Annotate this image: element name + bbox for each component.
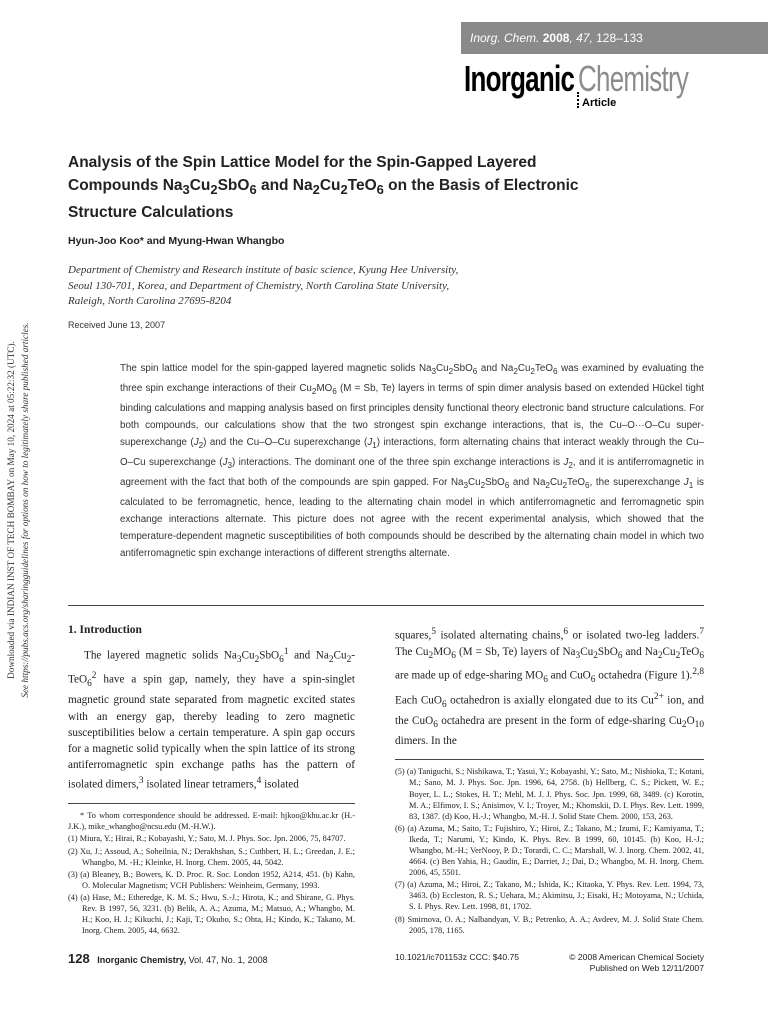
citation-pages: 128–133: [596, 31, 643, 45]
intro-paragraph-continued: squares,$^5$ isolated alternating chains,$^6$ or isolated two-leg ladders.$^7$ The $Cu_2MO_6$ (M = Sb, Te) layers of $Na_3Cu_2SbO_6$ and $Na_2Cu_2TeO_6$ are made up of edge-sharing $MO_6$ and CuO$_6$ octahedra (Figure 1).$^{2,8}$ Each CuO$_6$ octahedron is axially elongated due to its $Cu^{2+}$ ion, and the CuO$_6$ octahedra are present in the form of edge-sharing $Cu_2O_{10}$ dimers. In the: [395, 627, 705, 748]
download-notice-line1: Downloaded via INDIAN INST OF TECH BOMBAY on May 10, 2024 at 05:22:32 (UTC).: [6, 341, 16, 679]
section-divider: [68, 605, 704, 606]
footnote-correspondence: * To whom correspondence should be addressed. E-mail: hjkoo@khu.ac.kr (H.-J.K.), mike_whangbo@ncsu.edu (M.-H.W.).: [68, 811, 355, 832]
abstract: The spin lattice model for the spin-gapped layered magnetic solids $Na_3Cu_2SbO_6$ and $Na_2Cu_2TeO_6$ was examined by evaluating the three spin exchange interactions of their $Cu_2MO_6$ (M = Sb, Te) layers in terms of spin dimer analysis based on extended Hückel tight binding calculations and mapping analysis based on first principles density functional theory electronic band structure calculations. For both compounds, our calculations show that the two strongest spin exchange interactions, that is, the Cu–O···O–Cu super-superexchange $(J_2)$ and the Cu–O–Cu superexchange $(J_1)$ interactions, form alternating chains that interact weakly through the Cu–O–Cu superexchange $(J_3)$ interactions. The dominant one of the three spin exchange interactions is $J_2$, and it is antiferromagnetic in agreement with the fact that both of the compounds are spin gapped. For $Na_3Cu_2SbO_6$ and $Na_2Cu_2TeO_6$, the superexchange $J_1$ is calculated to be ferromagnetic, hence, leading to the alternating chain model in which antiferromagnetic and ferromagnetic spin exchange interactions alternate. This picture does not agree with the recent experimental analysis, which showed that the temperature-dependent magnetic susceptibilities of both compounds should be described by the alternating chain model in which two antiferromagnetic spin exchange interactions of different strengths alternate.: [120, 363, 705, 559]
footnote-4: (4) (a) Hase, M.; Etheredge, K. M. S.; Hwu, S.-J.; Hirota, K.; and Shirane, G. Phys. Rev. B 1997, 56, 3231. (b) Belik, A. A.; Azuma, M.; Matsuo, A.; Whangbo, M. H.; Koo, H. J.; Kikuchi, J.; Kaji, T.; Okubo, S.; Ohta, H.; Kindo, K.; Takano, M. Inorg. Chem. 2005, 44, 6632.: [68, 892, 355, 936]
footer-published: Published on Web 12/11/2007: [589, 963, 704, 973]
page-footer-left: [68, 951, 268, 966]
logo-divider: [577, 92, 581, 108]
download-notice: [4, 300, 36, 720]
column-left: [68, 624, 355, 937]
footnotes-right: [395, 766, 704, 935]
footnote-divider-right: [395, 759, 704, 760]
page-footer-right: [395, 952, 704, 973]
footnote-1: (1) Miura, Y.; Hirai, R.; Kobayashi, Y.; Sato, M. J. Phys. Soc. Jpn. 2006, 75, 84707.: [68, 834, 346, 844]
citation-volume: 47: [576, 31, 590, 45]
section-heading-introduction: 1. Introduction: [68, 624, 142, 636]
footnote-3: (3) (a) Bleaney, B.; Bowers, K. D. Proc. R. Soc. London 1952, A214, 451. (b) Kahn, O. Molecular Magnetism; VCH Publishers: Weinheim, Germany, 1993.: [68, 869, 355, 890]
column-right: [395, 624, 704, 937]
title-line2: Compounds $Na_3Cu_2SbO_6$ and $Na_2Cu_2TeO_6$ on the Basis of Electronic: [68, 177, 579, 198]
footnote-5: (5) (a) Taniguchi, S.; Nishikawa, T.; Yasui, Y.; Kobayashi, Y.; Sato, M.; Nishioka, T.; Kotani, M.; Sano, M. J. Phys. Soc. Jpn. 1996, 64, 2758. (b) Hellberg, C. S.; Pickett, W. E.; Boyer, L. L.; Stokes, H. T.; Mehl, M. J. J. Phys. Soc. Jpn. 1999, 68, 3489. (c) Korotin, M. A.; Elfimov, I. S.; Anisimov, V. I.; Troyer, M.; Khomskii, D. I. Phys. Rev. Lett. 1999, 83, 1387. (d) Koo, H.-J.; Whangbo, M.-H. J. Solid State Chem. 2000, 153, 263.: [395, 767, 704, 821]
title-line1: Analysis of the Spin Lattice Model for the Spin-Gapped Layered: [68, 154, 537, 171]
footnote-2: (2) Xu, J.; Assoud, A.; Soheilnia, N.; Derakhshan, S.; Cuthbert, H. L.; Greedan, J. E.; Whangbo, M. -H.; Kleinke, H. Inorg. Chem. 2005, 44, 5042.: [68, 846, 355, 867]
article-title: [68, 151, 628, 224]
footnotes-left: [68, 810, 355, 936]
footnote-8: (8) Smirnova, O. A.; Nalbandyan, V. B.; Petrenko, A. A.; Avdeev, M. J. Solid State Chem. 2005, 178, 1165.: [395, 914, 704, 935]
received-date: Received June 13, 2007: [68, 320, 166, 330]
footer-doi: 10.1021/ic701153z CCC: $40.75: [395, 952, 520, 962]
citation-journal: Inorg. Chem.: [470, 31, 540, 45]
journal-logo: [461, 58, 761, 114]
intro-paragraph: The layered magnetic solids $Na_3Cu_2SbO_6^1$ and $Na_2Cu_2-TeO_6^2$ have a spin gap, namely, they have a spin-singlet magnetic ground state separated from magnetic excited states with an energy gap, thereby leading to zero magnetic susceptibilities below a certain temperature. A spin gap occurs for a magnetic solid typically when the spin lattice of its strong antiferromagnetic spin exchange paths has the pattern of isolated dimers,$^3$ isolated linear tetramers,$^4$ isolated: [68, 647, 355, 792]
download-notice-line2: See https://pubs.acs.org/sharingguidelines for options on how to legitimately share published articles.: [20, 322, 30, 698]
footnote-6: (6) (a) Azuma, M.; Saito, T.; Fujishiro, Y.; Hiroi, Z.; Takano, M.; Izumi, F.; Kamiyama, T.; Ikeda, T.; Narumi, Y.; Kindo, K. Phys. Rev. B 1999, 60, 10145. (b) Koo, H.-J.; Whangbo, M.-H.; VerNooy, P. D.; Torardi, C. C.; Marshall, W. J. Inorg. Chem. 2002, 41, 4664. (c) Ben Yahia, H.; Gaudin, E.; Darriet, J.; Dai, D.; Whangbo, M. H. Inorg. Chem. 2006, 45, 5501.: [395, 823, 704, 878]
citation-year: 2008: [542, 31, 570, 45]
citation-bar: Inorg. Chem. 2008, 47, 128–133: [461, 22, 768, 54]
article-type-label: Article: [582, 97, 617, 109]
footnote-7: (7) (a) Azuma, M.; Hiroi, Z.; Takano, M.; Ishida, K.; Kitaoka, Y. Phys. Rev. Lett. 1994, 73, 3463. (b) Eccleston, R. S.; Uehara, M.; Akimitsu, J.; Eisaki, H.; Motoyama, N.; Uchida, S. I. Phys. Rev. Lett. 1998, 81, 1702.: [395, 880, 704, 912]
page-number: 128: [68, 951, 90, 966]
title-line3: Structure Calculations: [68, 204, 234, 222]
affiliation: Department of Chemistry and Research institute of basic science, Kyung Hee University, Seoul 130-701, Korea, and Department of Chemistry, North Carolina State University, Raleigh, North Carolina 27695-8204: [68, 264, 459, 307]
logo-word-chemistry: Chemistry: [578, 58, 689, 99]
logo-word-inorganic: Inorganic: [464, 58, 575, 99]
footer-copyright: © 2008 American Chemical Society: [569, 952, 704, 962]
footnote-divider: [68, 803, 355, 804]
authors: Hyun-Joo Koo* and Myung-Hwan Whangbo: [68, 235, 285, 247]
footer-journal: Inorganic Chemistry,: [97, 955, 187, 965]
footer-issue: Vol. 47, No. 1, 2008: [186, 955, 268, 965]
